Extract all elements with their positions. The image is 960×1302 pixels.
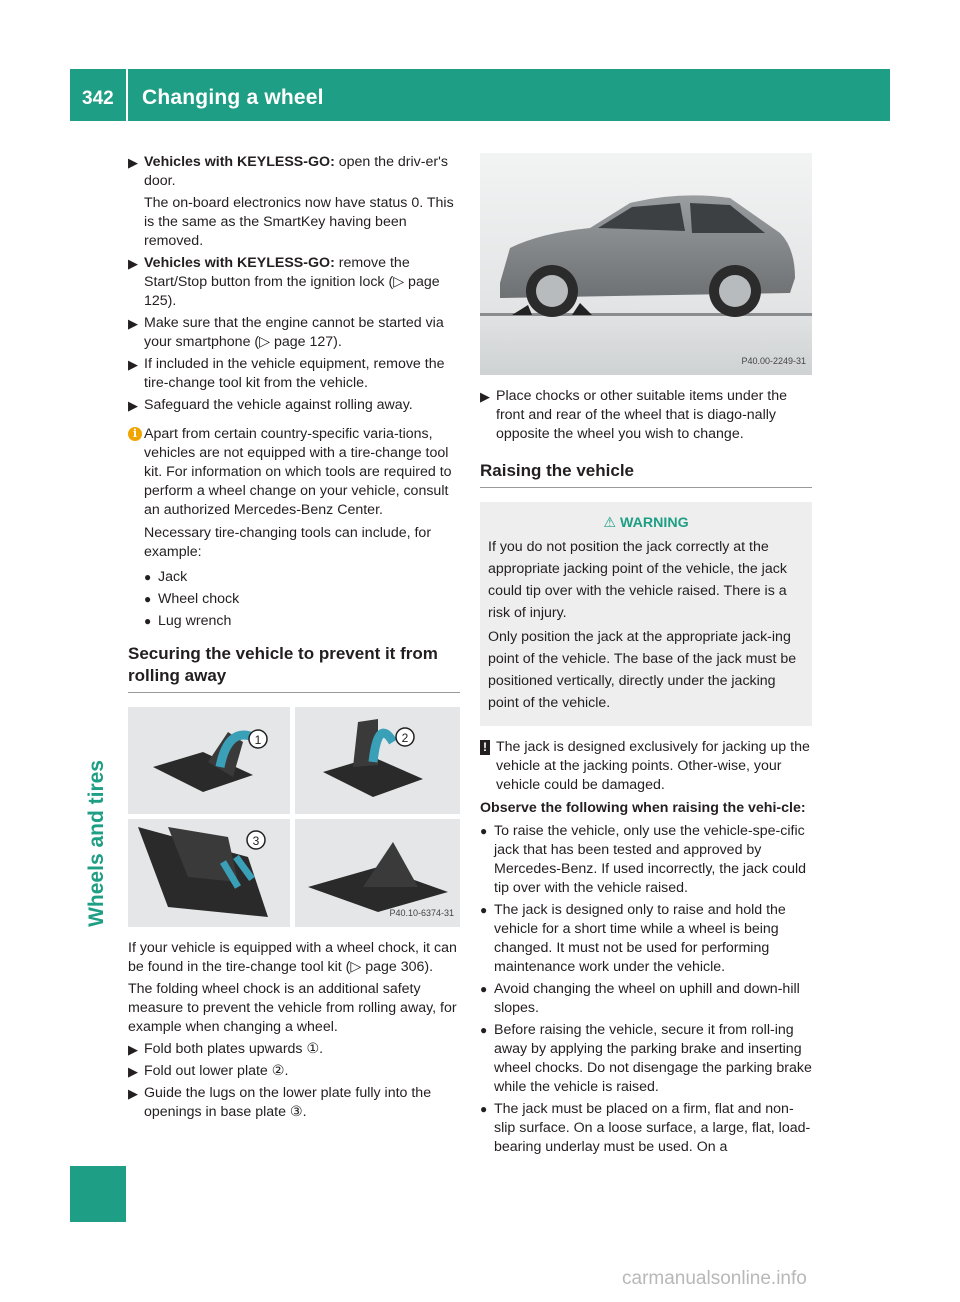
info-note	[128, 425, 460, 631]
side-tab-label: Wheels and tires	[85, 760, 108, 927]
page-title: Changing a wheel	[142, 86, 324, 109]
list-item-text: Before raising the vehicle, secure it from roll-ing away by applying the parking brake and inserting wheel chocks. Do not disengage the parking brake while the vehicle is raised.	[494, 1022, 812, 1095]
observe-heading: Observe the following when raising the vehi-cle:	[480, 800, 806, 816]
vehicle-figure	[480, 153, 812, 375]
bullet-icon: ●	[144, 570, 152, 584]
bullet-icon: ●	[480, 1023, 488, 1037]
svg-text:3: 3	[252, 834, 260, 848]
step-arrow-icon: ▶	[128, 357, 138, 372]
step-bold-label: Vehicles with KEYLESS-GO:	[144, 154, 335, 170]
bullet-icon: ●	[480, 1102, 488, 1116]
figure-label: P40.10-6374-31	[389, 908, 454, 918]
list-item-text: The jack is designed only to raise and hold the vehicle for a short time while a wheel is being changed. It must not be used for performing maintenance work under the vehicle.	[494, 902, 786, 975]
info-note-p2: Necessary tire-changing tools can include, for example:	[144, 525, 432, 560]
step-text: Place chocks or other suitable items under the front and rear of the wheel that is diago-nally opposite the wheel you wish to change.	[496, 388, 787, 442]
list-item-text: To raise the vehicle, only use the vehicle-spe-cific jack that has been tested and approved by Mercedes-Benz. If used incorrectly, the jack could tip over with the vehicle raised.	[494, 823, 806, 896]
warning-p1: If you do not position the jack correctly at the appropriate jacking point of the vehicle, the jack could tip over with the vehicle raised. There is a risk of injury.	[488, 539, 787, 621]
wheel-chock-figure	[128, 707, 460, 927]
info-icon: i	[128, 427, 142, 441]
watermark[interactable]: carmanualsonline.info	[622, 1268, 807, 1289]
step-text[interactable]: remove the Start/Stop button from the ignition lock (▷ page 125).	[144, 255, 440, 309]
status-note: The on-board electronics now have status 0. This is the same as the SmartKey having been removed.	[144, 195, 454, 249]
list-item-text: Jack	[158, 569, 188, 585]
section-heading-raising: Raising the vehicle	[480, 460, 812, 488]
bullet-icon: ●	[480, 824, 488, 838]
list-item-text: Wheel chock	[158, 591, 240, 607]
list-item	[144, 590, 460, 609]
list-item	[480, 901, 812, 977]
chock-purpose-text: The folding wheel chock is an additional safety measure to prevent the vehicle from rolling away, for example when changing a wheel.	[128, 981, 457, 1035]
step-safeguard	[128, 396, 460, 415]
step-toolkit	[128, 355, 460, 393]
step-place-chocks	[480, 387, 812, 444]
step-keyless-button	[128, 254, 460, 311]
list-item-text: Avoid changing the wheel on uphill and down-hill slopes.	[494, 981, 800, 1016]
step-arrow-icon: ▶	[128, 316, 138, 331]
warning-box	[480, 502, 812, 726]
list-item-text: Lug wrench	[158, 613, 232, 629]
step-guide-lugs	[128, 1084, 460, 1122]
section-heading-securing: Securing the vehicle to prevent it from rolling away	[128, 643, 460, 693]
step-bold-label: Vehicles with KEYLESS-GO:	[144, 255, 335, 271]
caution-text: The jack is designed exclusively for jacking up the vehicle at the jacking points. Other-wise, your vehicle could be damaged.	[496, 739, 810, 793]
step-arrow-icon: ▶	[128, 155, 138, 170]
svg-text:1: 1	[254, 733, 262, 747]
step-fold-lower	[128, 1062, 460, 1081]
header-divider	[126, 69, 128, 121]
wheel-chock-illustration	[128, 707, 460, 927]
step-text: Fold both plates upwards ①.	[144, 1041, 324, 1057]
step-arrow-icon: ▶	[480, 389, 490, 404]
step-text[interactable]: Make sure that the engine cannot be started via your smartphone (▷ page 127).	[144, 315, 444, 350]
vehicle-chocks-illustration	[480, 153, 812, 375]
bullet-icon: ●	[480, 903, 488, 917]
step-text: If included in the vehicle equipment, remove the tire-change tool kit from the vehicle.	[144, 356, 445, 391]
list-item-text: The jack must be placed on a firm, flat and non-slip surface. On a loose surface, a large, flat, load-bearing underlay must be used. On a	[494, 1101, 811, 1155]
step-arrow-icon: ▶	[128, 1064, 138, 1079]
step-arrow-icon: ▶	[128, 1086, 138, 1101]
list-item	[144, 568, 460, 587]
info-note-p1: Apart from certain country-specific varia-tions, vehicles are not equipped with a tire-change tool kit. For information on which tools are required to perform a wheel change on your vehicle, consult an authorized Mercedes-Benz Center.	[144, 426, 452, 518]
step-arrow-icon: ▶	[128, 1042, 138, 1057]
tool-list	[144, 568, 460, 631]
warning-triangle-icon: ⚠	[603, 515, 621, 531]
chock-location-text: If your vehicle is equipped with a wheel chock, it can be found in the tire-change tool kit (▷ page 306).	[128, 940, 457, 975]
raising-rules-list	[480, 822, 812, 1157]
step-arrow-icon: ▶	[128, 256, 138, 271]
list-item	[480, 1021, 812, 1097]
warning-title	[488, 512, 804, 534]
step-text: Fold out lower plate ②.	[144, 1063, 289, 1079]
list-item	[144, 612, 460, 631]
list-item	[480, 1100, 812, 1157]
right-column	[480, 153, 812, 1160]
list-item	[480, 822, 812, 898]
exclamation-icon: !	[480, 740, 490, 755]
left-column	[128, 153, 460, 1125]
svg-text:2: 2	[401, 731, 409, 745]
step-keyless-door	[128, 153, 460, 191]
step-arrow-icon: ▶	[128, 398, 138, 413]
bullet-icon: ●	[144, 614, 152, 628]
side-tab-block	[70, 1166, 126, 1222]
bullet-icon: ●	[480, 982, 488, 996]
figure-label: P40.00-2249-31	[741, 356, 806, 366]
step-text: Guide the lugs on the lower plate fully into the openings in base plate ③.	[144, 1085, 432, 1120]
page-number: 342	[82, 88, 114, 109]
list-item	[480, 980, 812, 1018]
step-text: Safeguard the vehicle against rolling away.	[144, 397, 413, 413]
step-fold-plates	[128, 1040, 460, 1059]
caution-note	[480, 738, 812, 795]
step-text: open the driv-er's door.	[144, 154, 448, 189]
warning-p2: Only position the jack at the appropriate jack-ing point of the vehicle. The base of the jack must be positioned vertically, directly under the jacking point of the vehicle.	[488, 629, 797, 711]
step-smartphone	[128, 314, 460, 352]
bullet-icon: ●	[144, 592, 152, 606]
warning-title-text: WARNING	[620, 515, 689, 531]
